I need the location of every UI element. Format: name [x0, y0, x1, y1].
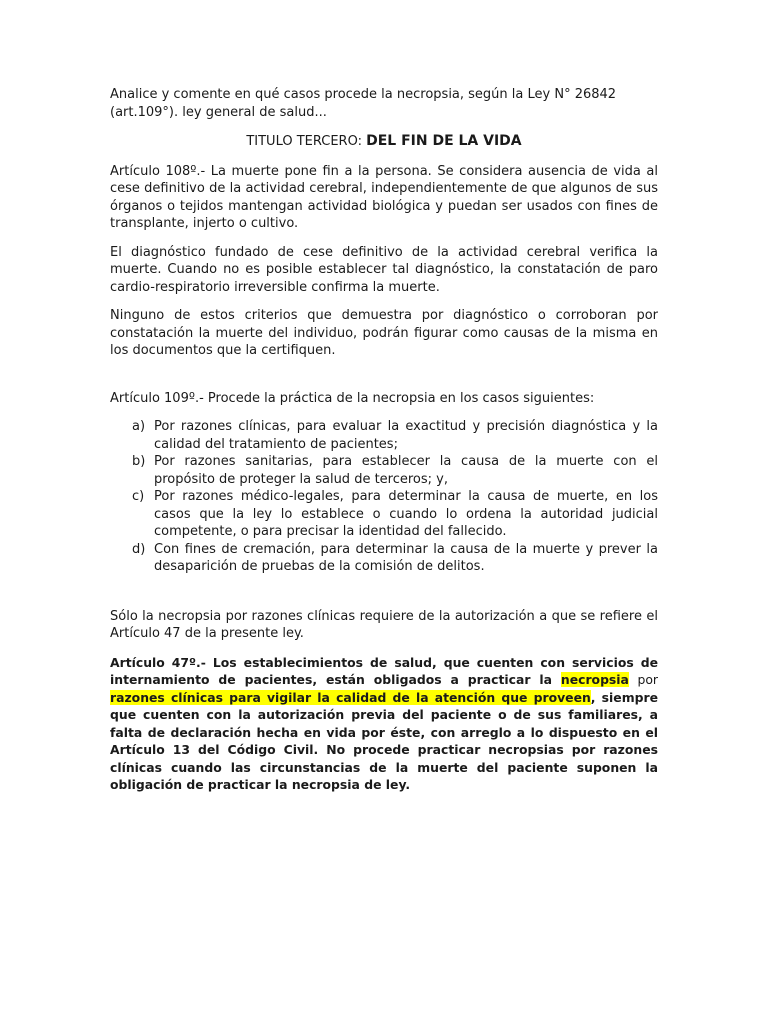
- list-item-marker: b): [132, 454, 146, 469]
- list-item-text: Por razones clínicas, para evaluar la exactitud y precisión diagnóstica y la calidad del tratamiento de pacientes;: [154, 419, 658, 452]
- article-109-intro: Artículo 109º.- Procede la práctica de la necropsia en los casos siguientes:: [110, 390, 595, 406]
- intro-question: Analice y comente en qué casos procede la necropsia, según la Ley N° 26842 (art.109°). ley general de salud...: [110, 87, 617, 120]
- list-item: [110, 453, 658, 488]
- list-item: [110, 418, 658, 453]
- article-108-paragraph-1: Artículo 108º.- La muerte pone fin a la persona. Se considera ausencia de vida al cese definitivo de la actividad cerebral, independientemente de que algunos de sus órganos o tejidos mantengan actividad biológica y puedan ser usados con fines de transplante, injerto o cultivo.: [110, 163, 658, 231]
- list-item-marker: c): [132, 489, 145, 504]
- article-47-text-2: por: [628, 672, 658, 687]
- list-item: [110, 541, 658, 576]
- clinical-necropsy-note: Sólo la necropsia por razones clínicas requiere de la autorización a que se refiere el Artículo 47 de la presente ley.: [110, 608, 658, 641]
- list-item-text: Con fines de cremación, para determinar la causa de la muerte y prever la desaparición de pruebas de la comisión de delitos.: [154, 541, 658, 574]
- section-title-prefix: TITULO TERCERO:: [246, 134, 367, 149]
- highlight-clinical-reasons: razones clínicas para vigilar la calidad de la atención que proveen: [110, 689, 591, 705]
- article-47-paragraph: [110, 654, 658, 794]
- section-title-main: DEL FIN DE LA VIDA: [366, 133, 522, 149]
- list-item-marker: a): [132, 419, 146, 434]
- article-108-paragraph-3: Ninguno de estos criterios que demuestra por diagnóstico o corroboran por constatación la muerte del individuo, podrán figurar como causas de la misma en los documentos que la certifiquen.: [110, 308, 658, 358]
- list-item-text: Por razones médico-legales, para determinar la causa de muerte, en los casos que la ley lo establece o cuando lo ordena la autoridad judicial competente, o para precisar la identidad del fallecido.: [154, 489, 658, 539]
- list-item-marker: d): [132, 541, 146, 557]
- list-item-text: Por razones sanitarias, para establecer la causa de la muerte con el propósito de proteger la salud de terceros; y,: [154, 454, 658, 487]
- article-108-paragraph-2: El diagnóstico fundado de cese definitivo de la actividad cerebral verifica la muerte. Cuando no es posible establecer tal diagnóstico, la constatación de paro cardio-respiratorio irreversible confirma la muerte.: [110, 244, 658, 295]
- article-47-text-1: Artículo 47º.- Los establecimientos de salud, que cuenten con servicios de internamiento de pacientes, están obligados a practicar la: [110, 654, 658, 687]
- highlight-necropsia: necropsia: [560, 672, 629, 687]
- article-47-text-3: , siempre que cuenten con la autorización previa del paciente o de sus familiares, a falta de declaración hecha en vida por éste, con arreglo a lo dispuesto en el Artículo 13 del Código Civil. No procede practicar necropsias por razones clínicas cuando las circunstancias de la muerte del paciente suponen la obligación de practicar la necropsia de ley.: [110, 689, 658, 792]
- section-title: [110, 133, 658, 151]
- list-item: [110, 488, 658, 541]
- article-109-list: [110, 418, 658, 576]
